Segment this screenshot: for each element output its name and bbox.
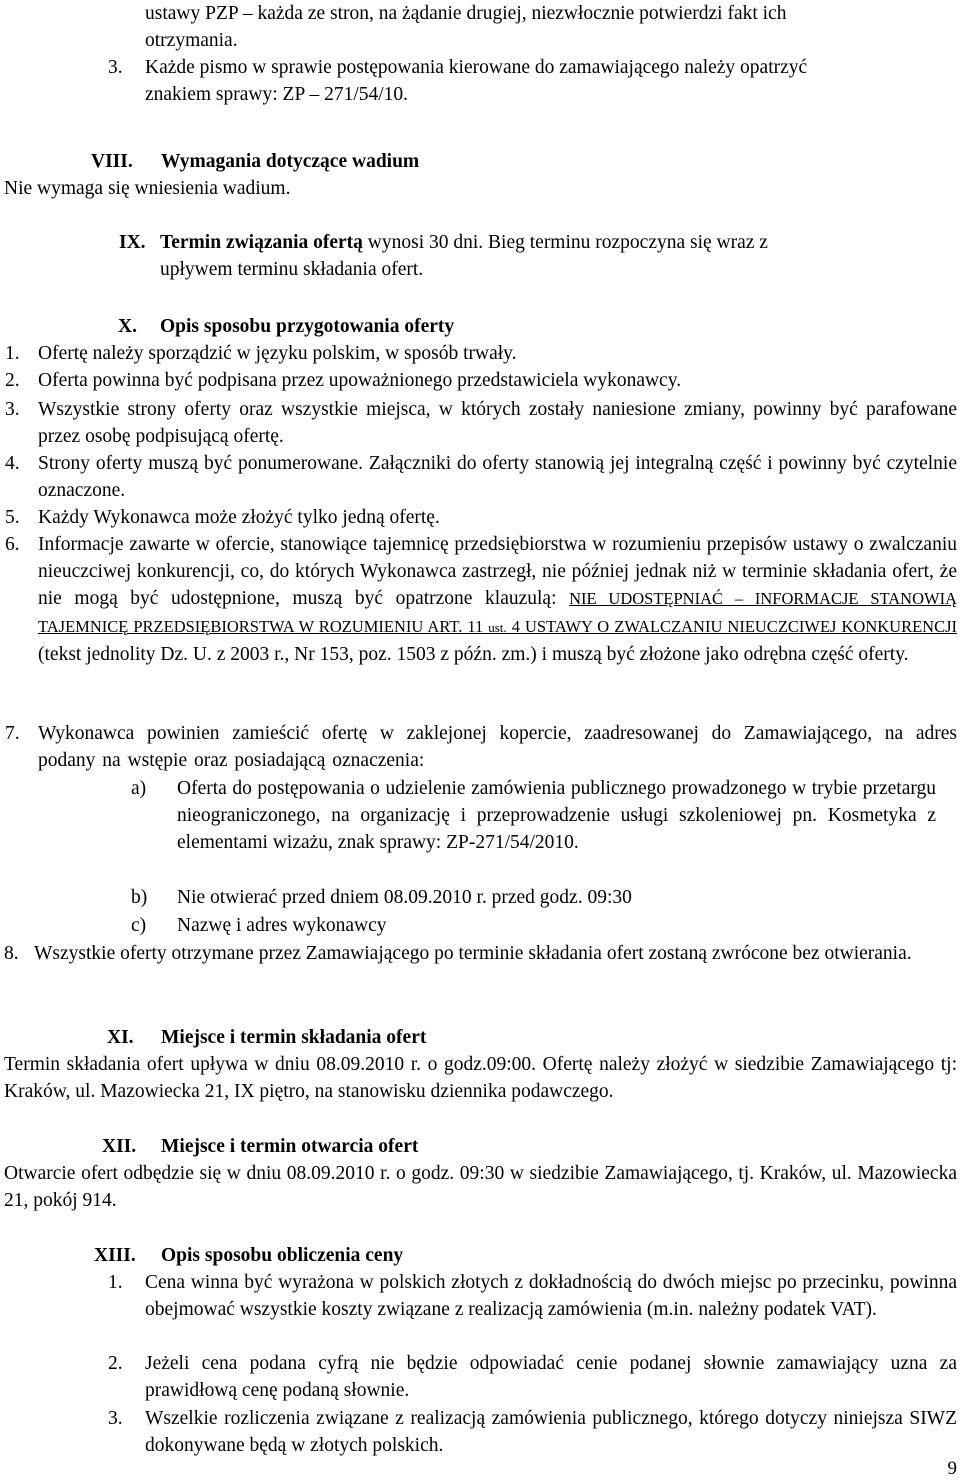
item-number: 2.: [108, 1353, 123, 1374]
item-number: 7.: [5, 723, 20, 744]
spacer: [4, 720, 44, 721]
item-text: Cena winna być wyrażona w polskich złotych z dokładnością do dwóch miejsc po przecinku, powinna obejmować wszystkie koszty związane z realizacją zamówienia (m.in. należny podatek VAT).: [145, 1272, 957, 1321]
continuation-line: ustawy PZP – każda ze stron, na żądanie drugiej, niezwłocznie potwierdzi fakt ich: [145, 3, 787, 24]
list-item: [108, 1350, 957, 1404]
item-number: 1.: [5, 343, 20, 364]
sub-item-text: Oferta do postępowania o udzielenie zamówienia publicznego prowadzonego w trybie przetargu nieograniczonego, na organizację i przeprowadzenie usługi szkoleniowej pn. Kosmetyka z elementami wizażu, znak sprawy: ZP-271/54/2010.: [177, 778, 936, 854]
list-item: [5, 450, 957, 504]
section-number: XII.: [102, 1136, 137, 1157]
section-heading-xiii: [94, 1242, 960, 1269]
item-text: Wszystkie oferty otrzymane przez Zamawiającego po terminie składania ofert zostaną zwrócone bez otwierania.: [34, 943, 912, 964]
list-item: [5, 504, 957, 531]
section-title: Miejsce i termin składania ofert: [161, 1027, 427, 1048]
list-item: [108, 1405, 957, 1459]
section-text: Nie wymaga się wniesienia wadium.: [4, 178, 291, 199]
list-item: [5, 367, 957, 394]
sub-item-label: b): [131, 887, 148, 908]
continuation-line: otrzymania.: [145, 30, 238, 52]
sub-item: [131, 884, 960, 911]
section-title: Miejsce i termin otwarcia ofert: [161, 1136, 419, 1157]
item-text: Jeżeli cena podana cyfrą nie będzie odpowiadać cenie podanej słownie zamawiający uzna za prawidłową cenę podaną słownie.: [145, 1353, 957, 1402]
section-number: XI.: [107, 1027, 134, 1048]
section-text: wynosi 30 dni. Bieg terminu rozpoczyna się wraz z: [362, 232, 768, 253]
page-number: 9: [947, 1457, 957, 1479]
list-item: [4, 940, 957, 967]
item-number: 2.: [5, 370, 20, 391]
section-title: Opis sposobu przygotowania oferty: [160, 316, 455, 337]
section-number: XIII.: [94, 1245, 136, 1266]
list-item: [5, 720, 957, 774]
item-text: Informacje zawarte w ofercie, stanowiące tajemnicę przedsiębiorstwa w rozumieniu przepisów ustawy o zwalczaniu nieuczciwej konkurencji, co, do których Wykonawca zastrzegł, nie później jednak niż w terminie składania ofert, że nie mogą być udostępnione, muszą być opatrzone klauzulą:: [38, 534, 957, 610]
confidentiality-clause-ust: ust.: [488, 619, 507, 635]
item-text: Oferta powinna być podpisana przez upoważnionego przedstawiciela wykonawcy.: [38, 370, 682, 391]
sub-item-label: a): [131, 778, 147, 799]
section-number: VIII.: [91, 151, 133, 172]
section-heading-xii: [102, 1133, 960, 1160]
item-number: 6.: [5, 534, 20, 555]
list-item: [5, 396, 957, 450]
confidentiality-clause: 4 USTAWY O ZWALCZANIU NIEUCZCIWEJ KONKURENCJI: [506, 616, 957, 636]
section-text: Otwarcie ofert odbędzie się w dniu 08.09.2010 r. o godz. 09:30 w siedzibie Zamawiającego, tj. Kraków, ul. Mazowiecka 21, pokój 914.: [4, 1163, 957, 1212]
item-text: Wykonawca powinien zamieścić ofertę w zaklejonej kopercie, zaadresowanej do Zamawiającego, na adres podany na wstępie oraz posiadającą oznaczenia:: [38, 723, 957, 772]
section-number: IX.: [119, 232, 146, 253]
section-title: Termin związania ofertą: [160, 232, 363, 253]
item-number: 8.: [4, 943, 19, 964]
item-text: Wszelkie rozliczenia związane z realizacją zamówienia publicznego, którego dotyczy niniejsza SIWZ dokonywane będą w złotych polskich.: [145, 1408, 957, 1457]
section-number: X.: [118, 316, 137, 337]
list-item: [108, 54, 957, 108]
continuation-paragraph: [145, 0, 957, 54]
item-text: Wszystkie strony oferty oraz wszystkie miejsca, w których zostały naniesione zmiany, powinny być parafowane przez osobę podpisującą ofertę.: [38, 399, 957, 448]
sub-item-text: Nie otwierać przed dniem 08.09.2010 r. przed godz. 09:30: [177, 887, 632, 908]
sub-item: [131, 912, 960, 939]
section-title: Opis sposobu obliczenia ceny: [161, 1245, 404, 1266]
section-text: upływem terminu składania ofert.: [160, 259, 424, 281]
list-item: [5, 340, 957, 367]
section-text: Termin składania ofert upływa w dniu 08.09.2010 r. o godz.09:00. Ofertę należy złożyć w siedzibie Zamawiającego tj: Kraków, ul. Mazowiecka 21, IX piętro, na stanowisku dziennika podawczego.: [4, 1054, 957, 1103]
item-text: (tekst jednolity Dz. U. z 2003 r., Nr 153, poz. 1503 z późn. zm.) i muszą być złożone jako odrębna część oferty.: [38, 643, 909, 665]
item-text: Każdy Wykonawca może złożyć tylko jedną ofertę.: [38, 507, 440, 528]
section-ix: [119, 229, 957, 283]
item-number: 5.: [5, 507, 20, 528]
item-number: 3.: [108, 57, 123, 78]
section-heading-xi: [107, 1024, 960, 1051]
sub-item: [131, 775, 936, 857]
item-number: 1.: [108, 1272, 123, 1293]
item-text: Ofertę należy sporządzić w języku polskim, w sposób trwały.: [38, 343, 517, 364]
item-number: 4.: [5, 453, 20, 474]
list-item: [108, 1269, 957, 1323]
item-text: Każde pismo w sprawie postępowania kierowane do zamawiającego należy opatrzyć: [145, 57, 808, 78]
section-title: Wymagania dotyczące wadium: [161, 151, 420, 172]
item-number: 3.: [108, 1408, 123, 1429]
section-heading-x: [118, 313, 960, 340]
section-heading-viii: [91, 148, 960, 175]
sub-item-label: c): [131, 915, 147, 936]
list-item: [5, 531, 957, 668]
item-text: znakiem sprawy: ZP – 271/54/10.: [145, 84, 409, 106]
item-number: 3.: [5, 399, 20, 420]
item-text: Strony oferty muszą być ponumerowane. Załączniki do oferty stanowią jej integralną część i powinny być czytelnie oznaczone.: [38, 453, 957, 502]
confidentiality-clause: NIE UDOSTĘPNIAĆ – INFORMACJE STANOWIĄ TAJEMNICĘ PRZEDSIĘBIORSTWA W ROZUMIENIU ART. 11: [38, 589, 957, 636]
sub-item-text: Nazwę i adres wykonawcy: [177, 915, 387, 936]
